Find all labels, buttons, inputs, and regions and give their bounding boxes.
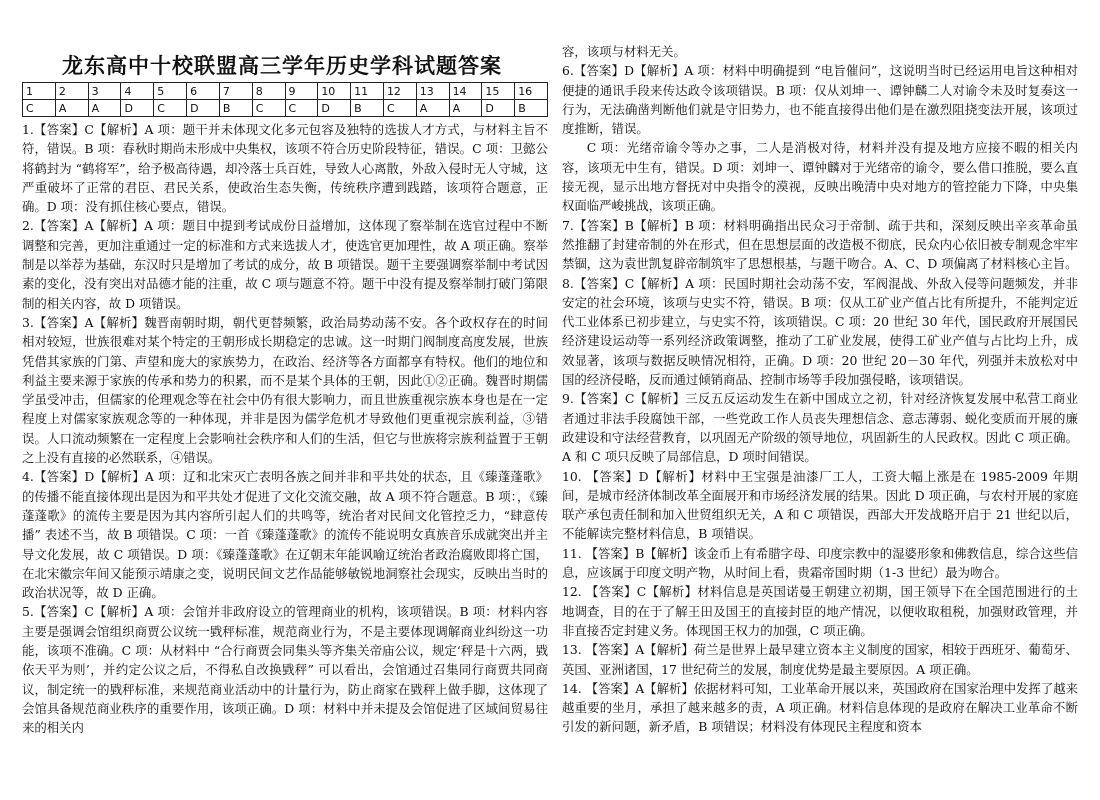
- explanation-paragraph: 10. 【答案】D【解析】材料中王宝强是油漆厂工人，工资大幅上涨是在 1985-2009 年期间，是城市经济体制改革全面展开和市场经济发展的结果。因此 D 项正确，与农村开展的家庭联产承包责任制和加入世贸组织无关，A 和 C 项错误，西部大开发战略开启于 21 世纪以后，不能解读完整材料信息，B 项错误。: [562, 468, 1078, 542]
- answer-cell: D: [318, 100, 351, 117]
- explanation-paragraph: 2.【答案】A【解析】A 项：题目中提到考试成份日益增加，这体现了察举制在选官过程中不断调整和完善，更加注重通过一定的标准和方式来选拔人才，使选官更加理性，故 A 项正确。察举制是以举荐为基础，东汉时只是增加了考试的成分，故 B 项错误。题干主要强调察举制中考试因素的变化，没有突出对品德才能的注重，故 C 项与题意不符。题干中没有提及察举制打破门第限制的相关内容，故 D 项错误。: [22, 218, 548, 311]
- question-number-cell: 4: [121, 83, 154, 100]
- question-number-cell: 14: [449, 83, 482, 100]
- explanation-paragraph: 3.【答案】A【解析】魏晋南朝时期，朝代更替频繁，政治局势动荡不安。各个政权存在的时间相对较短，世族很难对某个特定的王朝形成长期稳定的忠诚。这一时期门阀制度高度发展，世族凭借其家族的门第、声望和庞大的家族势力，在政治、经济等各方面都享有特权。他们的地位和利益主要来源于家族的传承和势力的积累，而不是某个具体的王朝，因此①②正确。魏晋时期儒学虽受冲击，但儒家的伦理观念等在社会中仍有很大影响力，而且世族重视宗族本身也是在一定程度上对儒家家族观念等的一种体现，并非是因为儒学危机才导致他们更重视宗族利益，③错误。人口流动频繁在一定程度上会影响社会秩序和人们的生活，但它与世族将宗族利益置于王朝之上没有直接的必然联系，④错误。: [22, 314, 548, 466]
- answer-cell: C: [154, 100, 187, 117]
- question-number-cell: 11: [351, 83, 384, 100]
- answer-cell: C: [383, 100, 416, 117]
- explanation-paragraph: 12. 【答案】C【解析】材料信息是英国诺曼王朝建立初期，国王领导下在全国范围进行的土地调查，目的在于了解王田及国王的直接封臣的地产情况，以便收取租税，加强财政管理，并非直接否定封建义务。体现国王权力的加强，C 项正确。: [562, 584, 1078, 638]
- question-number-cell: 16: [515, 83, 548, 100]
- question-number-cell: 13: [416, 83, 449, 100]
- explanation-paragraph: 9.【答案】C【解析】三反五反运动发生在新中国成立之初，针对经济恢复发展中私营工商业者通过非法手段腐蚀干部，一些党政工作人员丧失理想信念、意志薄弱、蜕化变质而开展的廉政建设和守法经营教育，以巩固无产阶级的领导地位，巩固新生的人民政权。因此 C 项正确。A 和 C 项只反映了局部信息，D 项时间错误。: [562, 391, 1078, 465]
- explanation-paragraph: 13. 【答案】A【解析】荷兰是世界上最早建立资本主义制度的国家，相较于西班牙、葡萄牙、英国、亚洲诸国，17 世纪荷兰的发展，制度优势是最主要原因。A 项正确。: [562, 642, 1078, 677]
- left-column-explanations: [22, 120, 548, 738]
- answer-cell: A: [88, 100, 121, 117]
- right-column-explanations: [562, 42, 1078, 737]
- answer-cell: A: [55, 100, 88, 117]
- explanation-paragraph: 6.【答案】D【解析】A 项：材料中明确提到 “电旨催问”，这说明当时已经运用电旨这种相对便捷的通讯手段来传达政令该项错误。B 项：仅从刘坤一、谭钟麟二人对谕令未及时复奏这一行为，无法确凿判断他们就是守旧势力，也不能直接得出他们是在激烈阻挠变法开展，该项过度推断，错误。: [562, 63, 1078, 137]
- answer-table-number-row: [23, 83, 548, 100]
- question-number-cell: 12: [383, 83, 416, 100]
- explanation-paragraph: 7.【答案】B【解析】B 项：材料明确指出民众习于帝制、疏于共和，深刻反映出辛亥革命虽然推翻了封建帝制的外在形式，但在思想层面的改造极不彻底，民众内心依旧被专制观念牢牢禁锢，这为袁世凯复辟帝制筑牢了思想根基，与题干吻合。A、C、D 项偏离了材料核心主旨。: [562, 217, 1078, 272]
- question-number-cell: 8: [252, 83, 285, 100]
- answer-cell: C: [23, 100, 56, 117]
- question-number-cell: 6: [187, 83, 220, 100]
- explanation-paragraph: 5.【答案】C【解析】A 项：会馆并非政府设立的管理商业的机构，该项错误。B 项：材料内容主要是强调会馆组织商贾公议统一戥秤标准，规范商业行为，不是主要体现调解商业纠纷这一功能，该项不准确。C 项：从材料中 “合行商贾会同集头等齐集关帝庙公议，规定‘秤是十六两，戥依天平为则’，并约定公议之后，不得私自改换戥秤” 可以看出，会馆通过召集同行商贾共同商议，制定统一的戥秤标准，来规范商业活动中的计量行为，防止商家在戥秤上做手脚，这体现了会馆具备规范商业秩序的重要作用，该项正确。D 项：材料中并未提及会馆促进了区域间贸易往来的相关内: [22, 604, 548, 736]
- explanation-paragraph: 容，该项与材料无关。: [562, 44, 686, 59]
- explanation-paragraph: C 项：光绪帝谕令等办之事，二人是消极对待，材料并没有提及地方应接不暇的相关内容，该项无中生有，错误。D 项：刘坤一、谭钟麟对于光绪帝的谕令，要么借口推脱，要么直接无视，显示出地方督抚对中央指令的漠视，反映出晚清中央对地方的管控能力下降，中央集权面临严峻挑战，该项正确。: [562, 140, 1078, 214]
- explanation-paragraph: 8.【答案】C【解析】A 项：民国时期社会动荡不安，军阀混战、外敌入侵等问题频发，并非安定的社会环境，该项与史实不符，错误。B 项：仅从工矿业产值占比有所提升，不能判定近代工业体系已初步建立，与史实不符，该项错误。C 项：20 世纪 30 年代，国民政府开展国民经济建设运动等一系列经济政策调整，推动了工矿业发展，使得工矿业产值与占比均上升，成效显著，该项与数据反映情况相符，正确。D 项：20 世纪 20－30 年代，列强并未放松对中国的经济侵略，反而通过倾销商品、控制市场等手段加强侵略，该项错误。: [562, 275, 1078, 388]
- answer-cell: B: [515, 100, 548, 117]
- question-number-cell: 15: [482, 83, 515, 100]
- explanation-paragraph: 14. 【答案】A【解析】依据材料可知，工业革命开展以来，英国政府在国家治理中发挥了越来越重要的坐月，承担了越来越多的责，A 项正确。材料信息体现的是政府在解决工业革命不断引发的新问题，新矛盾，B 项错误；材料没有体现民主程度和资本: [562, 680, 1078, 735]
- question-number-cell: 9: [285, 83, 318, 100]
- answer-table: [22, 82, 548, 117]
- answer-cell: D: [187, 100, 220, 117]
- question-number-cell: 2: [55, 83, 88, 100]
- question-number-cell: 7: [219, 83, 252, 100]
- answer-cell: B: [351, 100, 384, 117]
- answer-cell: A: [416, 100, 449, 117]
- answer-cell: C: [252, 100, 285, 117]
- answer-cell: C: [285, 100, 318, 117]
- answer-cell: A: [449, 100, 482, 117]
- answer-cell: B: [219, 100, 252, 117]
- explanation-paragraph: 4.【答案】D【解析】A 项：辽和北宋灭亡表明各族之间并非和平共处的状态，且《臻蓬蓬歌》的传播不能直接体现出是因为和平共处才促进了文化交流交融，故 A 项不符合题意。B 项：，《臻蓬蓬歌》的流传主要是因为其内容所引起人们的共鸣等，统治者对民间文化管控乏力，“肆意传播” 表述不当，故 B 项错误。C 项：一首《臻蓬蓬歌》的流传不能说明女真族音乐成就突出并主导文化发展，故 C 项错误。D 项：《臻蓬蓬歌》在辽朝末年能讽喻辽统治者政治腐败即将亡国，在北宋徽宗年间又能预示靖康之变，说明民间文艺作品能够敏锐地洞察社会现实，反映出当时的政治状况等，故 D 正确。: [22, 469, 548, 601]
- answer-cell: D: [121, 100, 154, 117]
- explanation-paragraph: 11. 【答案】B【解析】该金币上有希腊字母、印度宗教中的湿婆形象和佛教信息，综合这些信息，应该属于印度文明产物，从时间上看，贵霜帝国时期（1-3 世纪）最为吻合。: [562, 545, 1078, 581]
- page-title: 龙东高中十校联盟高三学年历史学科试题答案: [62, 54, 502, 78]
- question-number-cell: 3: [88, 83, 121, 100]
- question-number-cell: 10: [318, 83, 351, 100]
- answer-cell: D: [482, 100, 515, 117]
- question-number-cell: 5: [154, 83, 187, 100]
- explanation-paragraph: 1.【答案】C【解析】A 项：题干并未体现文化多元包容及独特的选拔人才方式，与材料主旨不符，错误。B 项：春秋时期尚未形成中央集权，该项不符合历史阶段特征，错误。C 项：卫懿公将鹤封为 “鹤将军”，给予极高待遇，却冷落士兵百姓，导致人心离散，外敌入侵时无人守城，这严重破坏了正常的君臣、君民关系，使政治生态失衡，传统秩序遭到践踏，该项符合题意，正确。D 项：没有抓住核心要点，错误。: [22, 122, 548, 215]
- answer-table-answer-row: [23, 100, 548, 117]
- question-number-cell: 1: [23, 83, 56, 100]
